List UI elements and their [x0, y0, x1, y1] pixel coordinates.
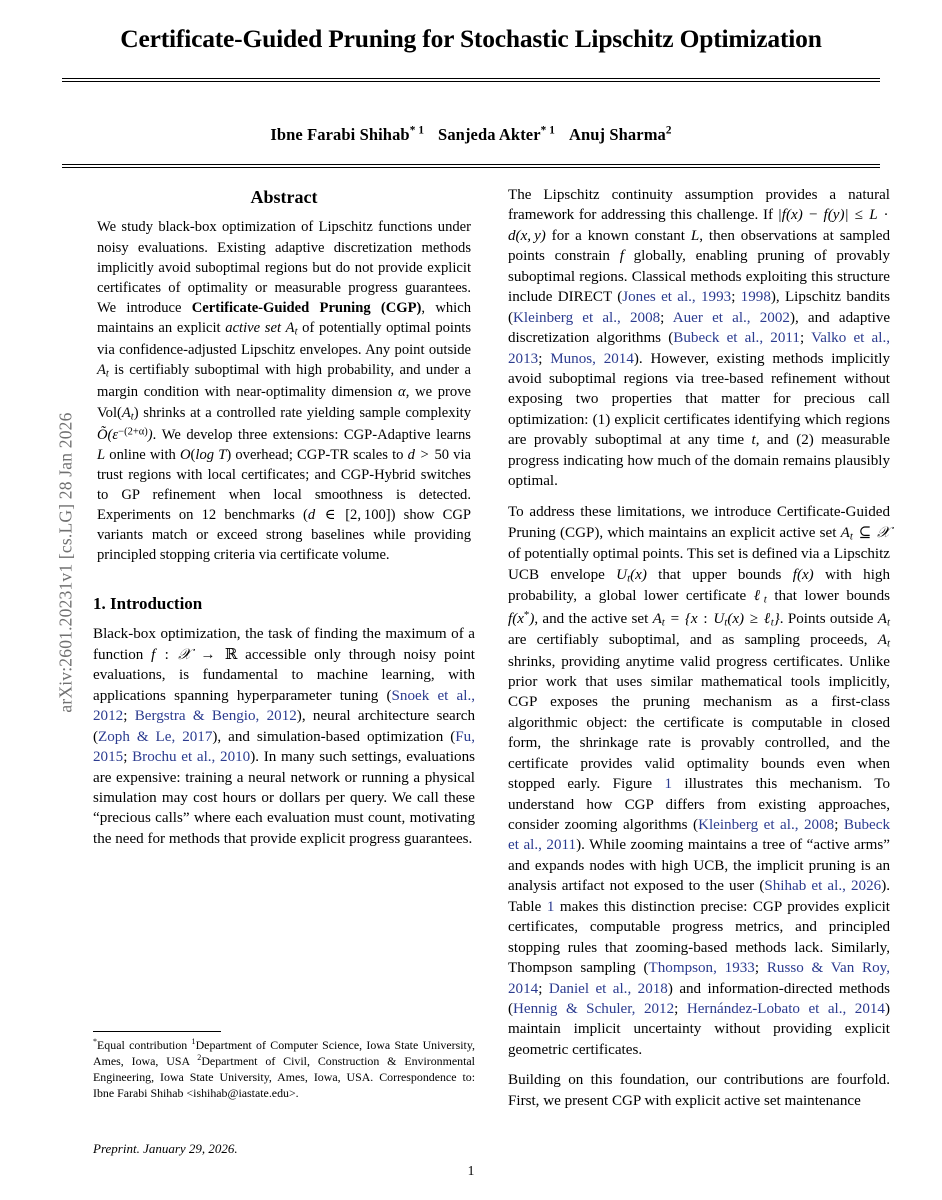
math-d-range: d ∈ [2, 100] — [307, 507, 391, 524]
author-entry — [270, 125, 424, 144]
intro-text: ), neural architecture search ( — [93, 708, 476, 745]
math-ell-t: ℓ$_t$ — [753, 588, 767, 607]
citation-link[interactable]: Snoek et al., 2012 — [93, 687, 475, 725]
abstract-text: is certifiably suboptimal with high probability, and under a margin condition with near-optimality dimension — [97, 362, 471, 401]
citation-link[interactable]: 1998 — [740, 289, 771, 306]
math-sample-complexity: $Õ(\varepsilon^{-(2+\alpha)})$ — [97, 425, 153, 443]
math-lipschitz-ineq: |f(x) − f(y)| ≤ L · d(x, y) — [508, 207, 889, 244]
footnote-text: Equal contribution — [97, 1038, 192, 1052]
intro-text: ; — [123, 708, 135, 725]
citation-link[interactable]: Thompson, 1933 — [648, 960, 755, 977]
abstract-heading: Abstract — [250, 187, 318, 207]
citation-link[interactable]: Kleinberg et al., 2008 — [698, 817, 835, 834]
abstract-body — [93, 217, 475, 565]
abstract-text: via trust regions with local certificates; and CGP-Hybrid switches to GP refinement when local smoothness is detected. Experiments on 12 benchmarks ( — [97, 446, 472, 524]
body-text: that lower bounds — [766, 588, 890, 605]
abstract-text: , we prove — [405, 384, 471, 401]
footnote-block — [93, 1037, 475, 1101]
right-paragraph-2: To address these limitations, we introduce Certificate-Guided Pruning (CGP), which maintains an explicit active set $A_t$ ⊆ 𝒳 of potentially optimal points. This set is defined via a Lipschitz UCB envelope $U_t(x)$ that upper bounds f(x) with high probability, a global lower certificate ℓ$_t$ that lower bounds f(x*), and the active set $A_t = \{x$ : $U_t(x)$ ≥ ℓ$_t$}. Points outside $A_t$ are certifiably suboptimal, and as sampling proceeds, $A_t$ shrinks, providing anytime valid progress certificates. Unlike prior work that uses similar mathematical tools implicitly, CGP exposes the pruning mechanism as a first-class algorithmic object: the certificate is computable in closed form, the shrinkage rate is provably controlled, and the certificate provides valid optimality bounds even when stopped early. Figure 1 illustrates this mechanism. To understand how CGP differs from existing approaches, consider zooming algorithms (Kleinberg et al., 2008; Bubeck et al., 2011). While zooming maintains a tree of “active arms” and expands nodes with high UCB, the implicit pruning is an analysis artifact not exposed to the user (Shihab et al., 2026). Table 1 makes this distinction precise: CGP provides explicit certificates, computable progress metrics, and principled stopping rules that zooming-based methods lack. Similarly, Thompson sampling (Thompson, 1933; Russo & Van Roy, 2014; Daniel et al., 2018) and information-directed methods (Hennig & Schuler, 2012; Hernández-Lobato et al., 2014) maintain implicit uncertainty without providing explicit geometric certificates. — [508, 503, 891, 1058]
abstract-text: . We develop three extensions: CGP-Adaptive learns — [152, 426, 471, 443]
abstract-text: shrinks at a controlled rate yielding sample complexity — [138, 404, 471, 421]
math-at: $A_t$ — [877, 632, 890, 650]
intro-text: accessible only through noisy point evaluations, is fundamental to machine learning, with applications spanning hyperparameter tuning ( — [93, 646, 475, 704]
preprint-notice: Preprint. January 29, 2026. — [93, 1141, 238, 1156]
body-text: globally, enabling pruning of provably suboptimal regions. Classical methods exploiting this structure include DIRECT ( — [508, 248, 890, 306]
citation-link[interactable]: Brochu et al., 2010 — [132, 749, 251, 766]
citation-link[interactable]: Hennig & Schuler, 2012 — [513, 1000, 675, 1017]
body-text: for a known constant — [545, 227, 691, 244]
author-list — [62, 124, 880, 145]
author-marks: 2 — [665, 124, 672, 136]
citation-link[interactable]: Daniel et al., 2018 — [548, 980, 668, 997]
body-text: , then observations at sampled points constrain — [508, 227, 891, 265]
body-text: ) and information-directed methods ( — [508, 980, 891, 1017]
abstract-text: overhead; CGP-TR scales to — [231, 446, 408, 463]
body-text: of potentially optimal points. This set is defined via a Lipschitz UCB envelope — [508, 546, 890, 583]
math-f: f — [619, 248, 624, 265]
math-l: L — [690, 227, 700, 244]
citation-link[interactable]: Bubeck et al., 2011 — [508, 817, 890, 854]
intro-text: ; — [123, 749, 133, 766]
right-paragraph-3: Building on this foundation, our contributions are fourfold. First, we present CGP with explicit active set maintenance — [508, 1072, 890, 1109]
author-name: Anuj Sharma — [568, 124, 666, 144]
body-text: ) maintain implicit uncertainty without providing explicit geometric certificates. — [508, 1000, 890, 1058]
math-t: t — [751, 432, 756, 449]
math-alpha: α — [398, 384, 406, 401]
body-text: that upper bounds — [646, 566, 793, 583]
page-title: Certificate-Guided Pruning for Stochastic Lipschitz Optimization — [120, 24, 822, 53]
title-rule-bottom — [62, 164, 880, 168]
body-text: makes this distinction precise: CGP provides explicit certificates, computable progress metrics, and principled stopping rules that zooming-based methods lack. Similarly, Thompson sampling ( — [508, 898, 890, 977]
author-marks: * 1 — [540, 124, 555, 136]
body-text: The Lipschitz continuity assumption provides a natural framework for addressing this challenge. If — [508, 187, 890, 224]
page-number: 1 — [467, 1163, 475, 1178]
math-at-subset-x: $A_t$ ⊆ 𝒳 — [840, 523, 890, 543]
math-vol-at: $Vol(A_t)$ — [97, 404, 139, 423]
citation-link[interactable]: Jones et al., 1993 — [622, 289, 732, 306]
citation-link[interactable]: Kleinberg et al., 2008 — [513, 309, 661, 326]
citation-link[interactable]: Hernández-Lobato et al., 2014 — [686, 1000, 885, 1017]
intro-text: ), and simulation-based optimization ( — [212, 728, 456, 745]
math-olog-t: O(log T) — [180, 446, 232, 463]
body-text: , and the active set — [534, 610, 653, 627]
citation-link[interactable]: Bubeck et al., 2011 — [673, 330, 800, 347]
author-entry — [438, 125, 555, 144]
left-column — [93, 185, 475, 859]
math-l: L — [97, 446, 106, 463]
citation-link[interactable]: Fu, 2015 — [93, 728, 475, 766]
body-text: ), Lipschitz bandits ( — [508, 289, 890, 326]
math-ut-x: $U_t(x)$ — [616, 566, 647, 585]
table-reference-link[interactable]: 1 — [546, 898, 555, 915]
intro-text: ). In many such settings, evaluations are expensive: training a neural network or running a physical simulation may cost hours or dollars per query. We call these “precious calls” where each evaluation must count, motivating the need for methods that provide explicit progress guarantees. — [93, 749, 476, 847]
abstract-bold-term: Certificate-Guided Pruning (CGP) — [191, 299, 422, 316]
citation-link[interactable]: Valko et al., 2013 — [508, 330, 890, 367]
math-f-x: f(x) — [792, 566, 814, 583]
body-text: . Points outside — [779, 610, 878, 627]
citation-link[interactable]: Shihab et al., 2026 — [764, 878, 882, 895]
math-f-xstar: f(x*) — [508, 608, 535, 627]
title-rule-top — [62, 78, 880, 82]
body-text: with high probability, a global lower certificate — [508, 566, 891, 605]
math-at: $A_t$ — [877, 610, 890, 629]
citation-link[interactable]: Auer et al., 2002 — [672, 309, 790, 326]
body-text: ), and adaptive discretization algorithms ( — [508, 309, 891, 347]
footnote-star-mark: * — [93, 1037, 98, 1047]
author-name: Sanjeda Akter — [438, 124, 541, 144]
right-paragraph-1: The Lipschitz continuity assumption provides a natural framework for addressing this challenge. If |f(x) − f(y)| ≤ L · d(x, y) for a known constant L, then observations at sampled points constrain f globally, enabling pruning of provably suboptimal regions. Classical methods exploiting this structure include DIRECT (Jones et al., 1993; 1998), Lipschitz bandits (Kleinberg et al., 2008; Auer et al., 2002), and adaptive discretization algorithms (Bubeck et al., 2011; Valko et al., 2013; Munos, 2014). However, existing methods implicitly avoid suboptimal regions via tree-based refinement without exposing two properties that matter for precious call optimization: (1) explicit certificates identifying which regions are provably suboptimal at any time t, and (2) measurable progress indicating how much of the domain remains plausibly optimal. — [508, 187, 891, 490]
arxiv-stamp: arXiv:2601.20231v1 [cs.LG] 28 Jan 2026 — [55, 412, 76, 713]
body-text: ). However, existing methods implicitly avoid suboptimal regions via tree-based refinement without exposing two properties that matter for precious call optimization: (1) explicit certificates identifying which regions are provably suboptimal at any time — [508, 350, 891, 449]
section-heading-introduction: 1. Introduction — [93, 593, 203, 613]
body-text: , and (2) measurable progress indicating how much of the domain remains plausibly optimal. — [508, 432, 890, 490]
citation-link[interactable]: Zoph & Le, 2017 — [98, 728, 213, 745]
body-text: ). While zooming maintains a tree of “active arms” and expands nodes with high UCB, the implicit pruning is an analysis artifact not exposed to the user ( — [508, 837, 891, 895]
body-text: To address these limitations, we introduce Certificate-Guided Pruning (CGP), which maintains an explicit active set — [508, 503, 890, 541]
author-name: Ibne Farabi Shihab — [270, 124, 410, 144]
intro-paragraph-1 — [93, 624, 475, 850]
citation-link[interactable]: Munos, 2014 — [550, 350, 634, 367]
author-marks: * 1 — [409, 124, 425, 136]
math-active-set-def: $A_t = \{x$ : $U_t(x)$ ≥ ℓ$_t$} — [652, 610, 780, 629]
footnote-text: Department of Civil, Construction & Environmental Engineering, Iowa State University, Ames, Iowa, USA. Correspondence to: Ibne Farabi Shihab <ishihab@iastate.edu>. — [93, 1054, 475, 1100]
author-entry — [569, 125, 672, 144]
abstract-text: online with — [105, 446, 180, 463]
citation-link[interactable]: Bergstra & Bengio, 2012 — [134, 708, 297, 725]
body-text: are certifiably suboptimal, and as sampling proceeds, — [508, 632, 878, 649]
abstract-text: of potentially optimal points via confidence-adjusted Lipschitz envelopes. Any point outside — [97, 320, 472, 359]
title-block — [62, 24, 880, 53]
intro-text: Black-box optimization, the task of finding the maximum of a function — [93, 625, 475, 663]
footnote-rule — [93, 1031, 221, 1032]
abstract-text: We study black-box optimization of Lipschitz functions under noisy evaluations. Existing adaptive discretization methods implicitly avoid suboptimal regions but do not provide explicit certificates of optimality or measurable progress guarantees. We introduce — [97, 219, 471, 316]
citation-link[interactable]: Russo & Van Roy, 2014 — [508, 960, 890, 997]
abstract-italic-term: active set — [225, 320, 281, 336]
abstract-text: ) show CGP variants match or exceed strong baselines while providing principled stopping criteria via certificate volume. — [97, 507, 471, 564]
body-text: illustrates this mechanism. To understand how CGP differs from existing approaches, consider zooming algorithms ( — [508, 776, 890, 834]
footnote-text: Department of Computer Science, Iowa State University, Ames, Iowa, USA — [93, 1038, 475, 1068]
math-d-gt-50: d > 50 — [407, 446, 450, 463]
body-text: ). Table — [508, 878, 890, 915]
footnote-mark-2: 2 — [197, 1053, 202, 1063]
body-text: shrinks, providing anytime valid progress certificates. Unlike prior work that uses similar mathematical tools implicitly, CGP exposes the pruning mechanism as a first-class algorithmic object: the certificate is computable in closed form, the shrinkage rate is provably controlled, and the certificate provides valid optimality bounds even when stopped early. Figure — [508, 653, 890, 793]
figure-reference-link[interactable]: 1 — [664, 776, 673, 793]
math-at: $A_t$ — [97, 362, 109, 380]
abstract-text: , which maintains an explicit — [97, 299, 471, 336]
right-column — [508, 185, 890, 1121]
math-function-domain: f : 𝒳 → ℝ — [151, 644, 238, 663]
footnote-mark-1: 1 — [191, 1037, 196, 1047]
math-at: $A_t$ — [285, 320, 298, 338]
